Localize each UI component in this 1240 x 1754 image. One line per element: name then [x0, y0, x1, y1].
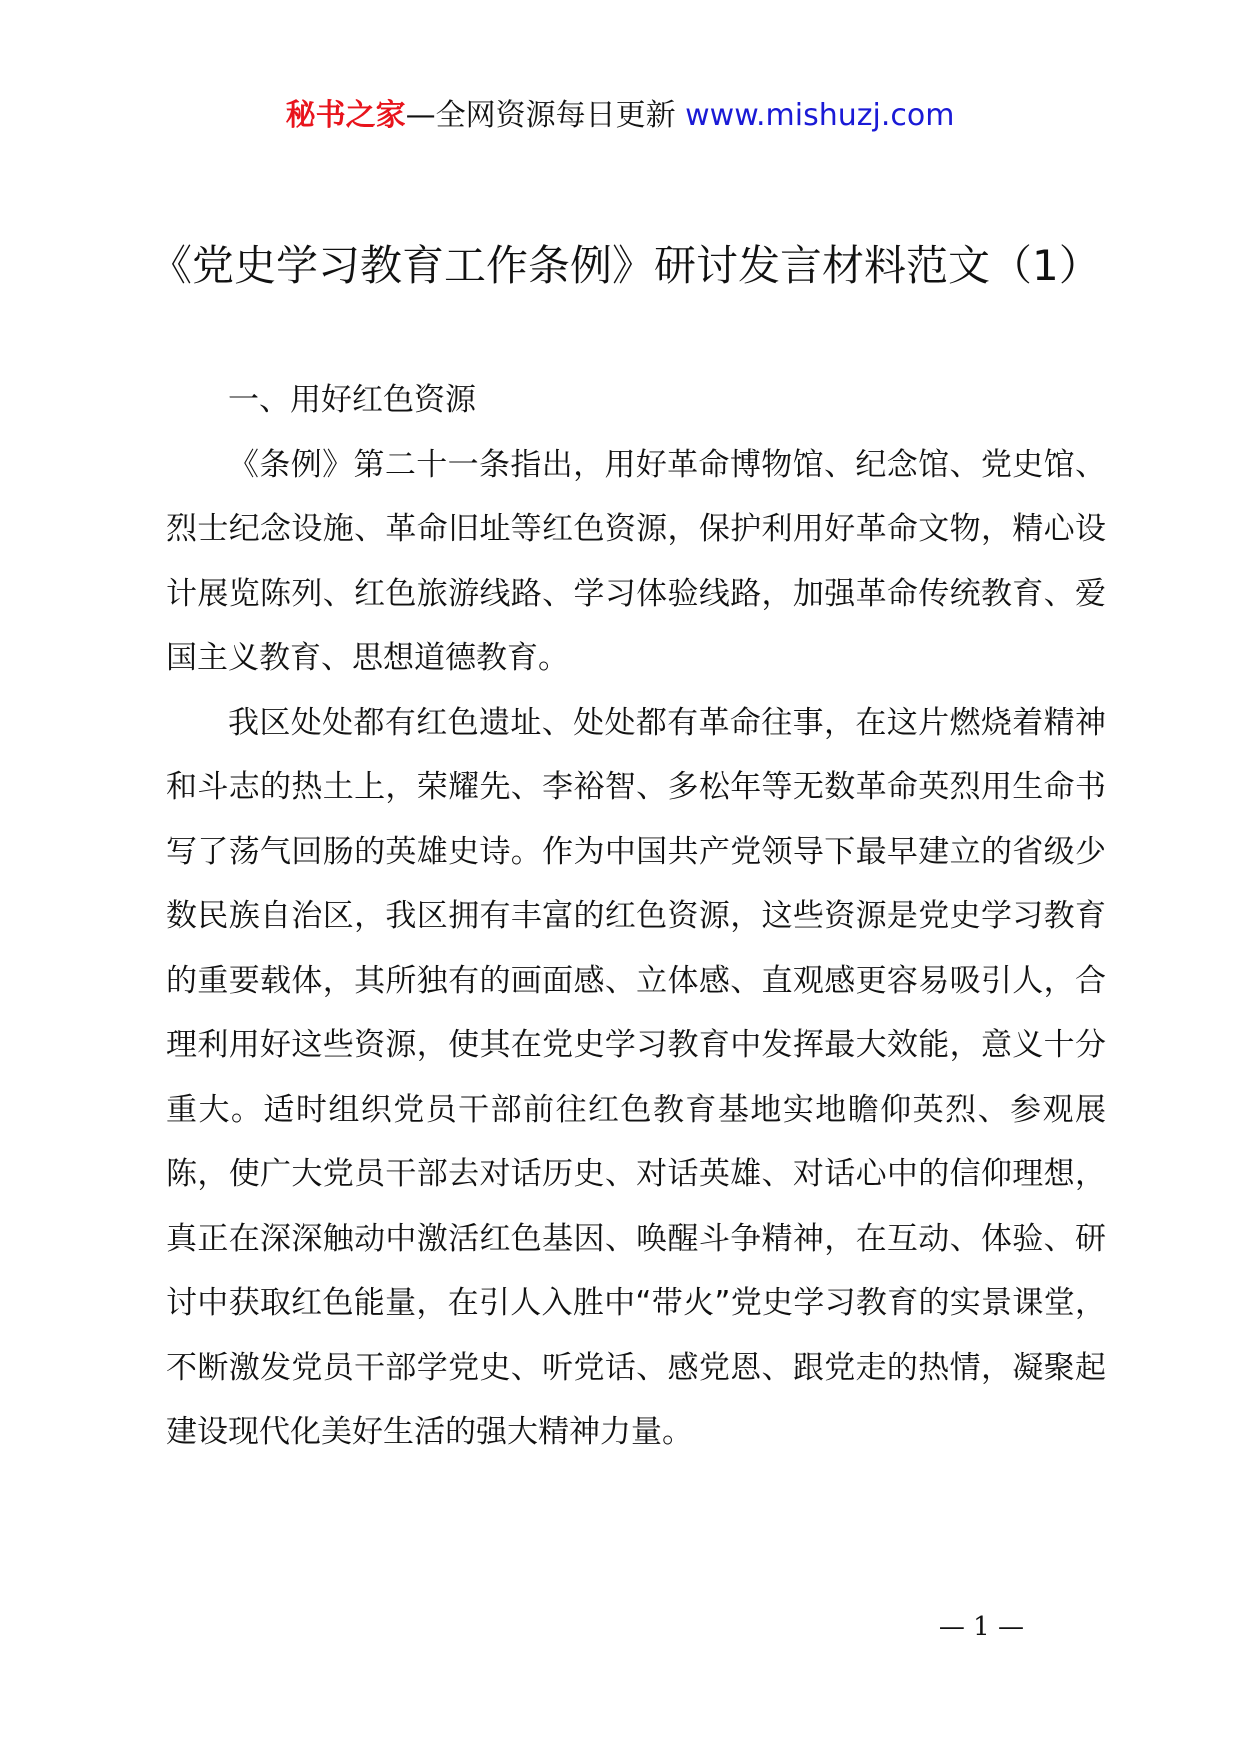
body-paragraph: 我区处处都有红色遗址、处处都有革命往事，在这片燃烧着精神和斗志的热土上，荣耀先、李裕智、多松年等无数革命英烈用生命书写了荡气回肠的英雄史诗。作为中国共产党领导下最早建立的省级少数民族自治区，我区拥有丰富的红色资源，这些资源是党史学习教育的重要载体，其所独有的画面感、立体感、直观感更容易吸引人，合理利用好这些资源，使其在党史学习教育中发挥最大效能，意义十分重大。适时组织党员干部前往红色教育基地实地瞻仰英烈、参观展陈，使广大党员干部去对话历史、对话英雄、对话心中的信仰理想，真正在深深触动中激活红色基因、唤醒斗争精神，在互动、体验、研讨中获取红色能量，在引人入胜中“带火”党史学习教育的实景课堂，不断激发党员干部学党史、听党话、感党恩、跟党走的热情，凝聚起建设现代化美好生活的强大精神力量。: [166, 704, 1106, 1450]
document-body: [166, 368, 1106, 1465]
section-heading: 一、用好红色资源: [228, 382, 476, 418]
site-url-link[interactable]: www.mishuzj.com: [685, 98, 955, 133]
site-banner: [0, 96, 1240, 136]
document-title: 《党史学习教育工作条例》研讨发言材料范文（1）: [150, 241, 1101, 290]
body-paragraph: 《条例》第二十一条指出，用好革命博物馆、纪念馆、党史馆、烈士纪念设施、革命旧址等红色资源，保护利用好革命文物，精心设计展览陈列、红色旅游线路、学习体验线路，加强革命传统教育、爱国主义教育、思想道德教育。: [166, 446, 1106, 676]
page-number-text: — 1 —: [938, 1612, 1024, 1642]
brand-name: 秘书之家: [285, 98, 406, 133]
brand-tagline: —全网资源每日更新: [405, 98, 676, 133]
